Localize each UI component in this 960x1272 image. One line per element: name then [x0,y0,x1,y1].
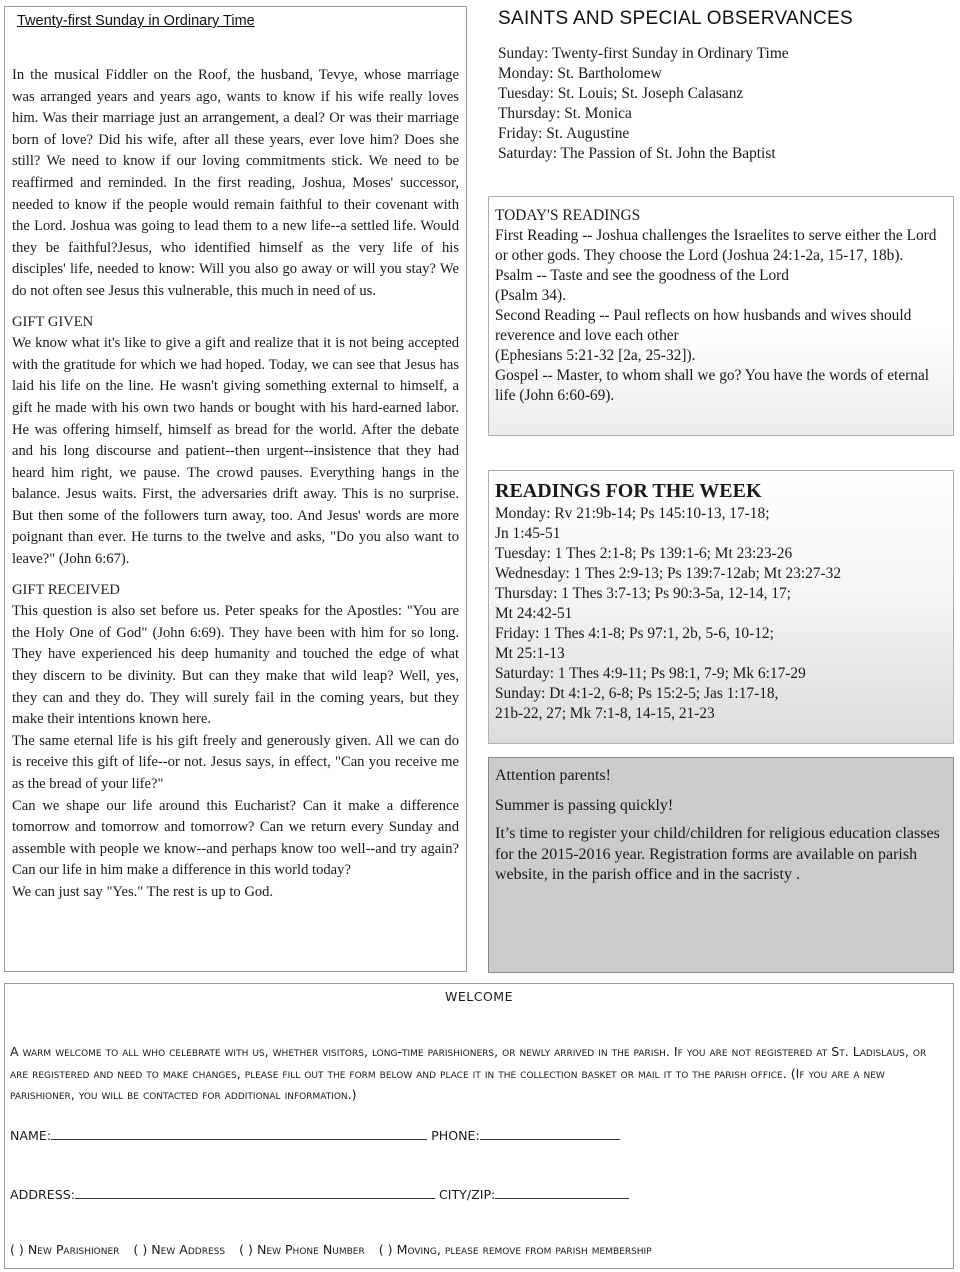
saints-line: Sunday: Twenty-first Sunday in Ordinary Time [498,45,789,62]
gift-received-paragraph: This question is also set before us. Peter speaks for the Apostles: "You are the Holy One of God" (John 6:69). They have been with him for so long. They have experienced his deep humanity and touched the edge of what they discern to be divinity. But can they make that wild leap? Well, yes, they can and they do. They will surely fail in the coming years, but they make their intentions known here. [12,603,459,728]
registration-notice: It’s time to register your child/children for religious education classes for the 2015-2016 year. Registration forms are available on parish website, in the parish office and in the sacristy . [495,825,940,883]
week-reading-line: 21b-22, 27; Mk 7:1-8, 14-15, 21-23 [495,705,715,722]
city-label: CITY/ZIP: [438,1187,496,1202]
eternal-life-paragraph: The same eternal life is his gift freely and generously given. All we can do is receive this gift of life--or not. Jesus says, in effect, "Can you receive me as the bread of your life?" [12,732,459,792]
eucharist-paragraph: Can we shape our life around this Eucharist? Can it make a difference tomorrow and tomorrow and tomorrow? Can we return every Sunday and assemble with people we know--and perhaps know too well--and try again? Can our life in him make a difference in this world today? [12,797,459,879]
week-reading-line: Mt 24:42-51 [495,605,573,622]
phone-label: PHONE: [431,1128,480,1143]
week-readings-heading: READINGS FOR THE WEEK [495,480,762,502]
week-reading-line: Mt 25:1-13 [495,645,565,662]
week-reading-line: Monday: Rv 21:9b-14; Ps 145:10-13, 17-18; [495,505,770,522]
week-reading-line: Jn 1:45-51 [495,525,561,542]
reflection-title: Twenty-first Sunday in Ordinary Time [17,13,255,29]
saints-line: Thursday: St. Monica [498,105,632,122]
todays-readings-box [488,196,954,436]
name-phone-line [10,1127,620,1143]
saints-heading: SAINTS AND SPECIAL OBSERVANCES [498,8,853,29]
option-moving[interactable]: ( ) Moving, please remove from parish membership [378,1242,652,1257]
week-reading-line: Sunday: Dt 4:1-2, 6-8; Ps 15:2-5; Jas 1:17-18, [495,685,779,702]
welcome-form [4,983,954,1269]
reading-line: Second Reading -- Paul reflects on how husbands and wives should reverence and love each other [495,307,912,344]
sunday-reflection-box [4,6,467,972]
saints-line: Tuesday: St. Louis; St. Joseph Calasanz [498,85,744,102]
name-label: NAME: [10,1128,52,1143]
parents-notice-box [488,757,954,973]
saints-line: Saturday: The Passion of St. John the Baptist [498,145,776,162]
welcome-intro: A warm welcome to all who celebrate with us, whether visitors, long-time parishioners, or newly arrived in the parish. If you are not registered at St. Ladislaus, or are registered and need to make changes, please fill out the form below and place it in the collection basket or mail it to the parish office. (If you are a new parishioner, you will be contacted for additional information.) [10,1044,927,1103]
week-readings-box [488,470,954,744]
gift-received-heading: GIFT RECEIVED [12,581,120,598]
welcome-title: WELCOME [445,989,513,1004]
reading-line: (Psalm 34). [495,287,566,304]
gift-given-paragraph: We know what it's like to give a gift and realize that it is not being accepted with the gratitude for which we had hoped. Today, we can see that Jesus has laid his life on the line. He wasn't giving something external to himself, a gift he made with his own two hands or bought with his hard-earned labor. He was offering himself, himself as bread for the world. After the debate and his long discourse and patient--then urgent--insistence that they had heard him right, we pause. The crowd pauses. Everything hangs in the balance. Jesus waits. First, the adversaries drift away. This is no surprise. But then some of the followers turn away, too. And Jesus' words are more poignant than ever. He turns to the twelve and asks, "Do you also want to leave?" (John 6:67). [12,335,459,568]
week-reading-line: Saturday: 1 Thes 4:9-11; Ps 98:1, 7-9; Mk 6:17-29 [495,665,806,682]
summer-passing: Summer is passing quickly! [495,796,674,814]
option-new-address[interactable]: ( ) New Address [133,1242,226,1257]
reading-line: (Ephesians 5:21-32 [2a, 25-32]). [495,347,696,364]
week-reading-line: Thursday: 1 Thes 3:7-13; Ps 90:3-5a, 12-14, 17; [495,585,791,602]
phone-field[interactable] [480,1127,620,1140]
closing-line: We can just say "Yes." The rest is up to God. [12,883,274,900]
address-city-line [10,1186,629,1202]
attention-parents: Attention parents! [495,767,611,784]
week-reading-line: Tuesday: 1 Thes 2:1-8; Ps 139:1-6; Mt 23:23-26 [495,545,793,562]
gift-given-heading: GIFT GIVEN [12,313,94,330]
todays-readings-heading: TODAY'S READINGS [495,207,641,224]
reading-line: Psalm -- Taste and see the goodness of the Lord [495,267,789,284]
address-field[interactable] [75,1186,435,1199]
reflection-intro-paragraph: In the musical Fiddler on the Roof, the husband, Tevye, whose marriage was arranged years and years ago, wants to know if his wife really loves him. Was their marriage just an arrangement, a deal? Or was their marriage born of love? Did his wife, after all these years, ever love him? Does she still? We need to know if our loving commitments stick. We need to be reaffirmed and reminded. In the first reading, Joshua, Moses' successor, needed to know if the people would remain faithful to their covenant with the Lord. Joshua was going to lead them to a new life--a settled life. Would they be faithful?Jesus, who identified himself as the very life of his disciples' life, needed to know: Will you also go away or will you stay? We do not often see Jesus this vulnerable, this much in need of us. [12,67,459,299]
address-label: ADDRESS: [10,1187,75,1202]
week-reading-line: Friday: 1 Thes 4:1-8; Ps 97:1, 2b, 5-6, 10-12; [495,625,774,642]
option-new-parishioner[interactable]: ( ) New Parishioner [10,1242,120,1257]
saints-line: Friday: St. Augustine [498,125,630,142]
reading-line: First Reading -- Joshua challenges the Israelites to serve either the Lord or other gods. They choose the Lord (Joshua 24:1-2a, 15-17, 18b). [495,227,937,264]
option-new-phone[interactable]: ( ) New Phone Number [239,1242,365,1257]
saints-line: Monday: St. Bartholomew [498,65,662,82]
reading-line: Gospel -- Master, to whom shall we go? You have the words of eternal life (John 6:60-69). [495,367,930,404]
saints-box [488,6,954,188]
membership-options [10,1242,662,1257]
city-zip-field[interactable] [495,1186,629,1199]
week-reading-line: Wednesday: 1 Thes 2:9-13; Ps 139:7-12ab; Mt 23:27-32 [495,565,842,582]
name-field[interactable] [51,1127,427,1140]
